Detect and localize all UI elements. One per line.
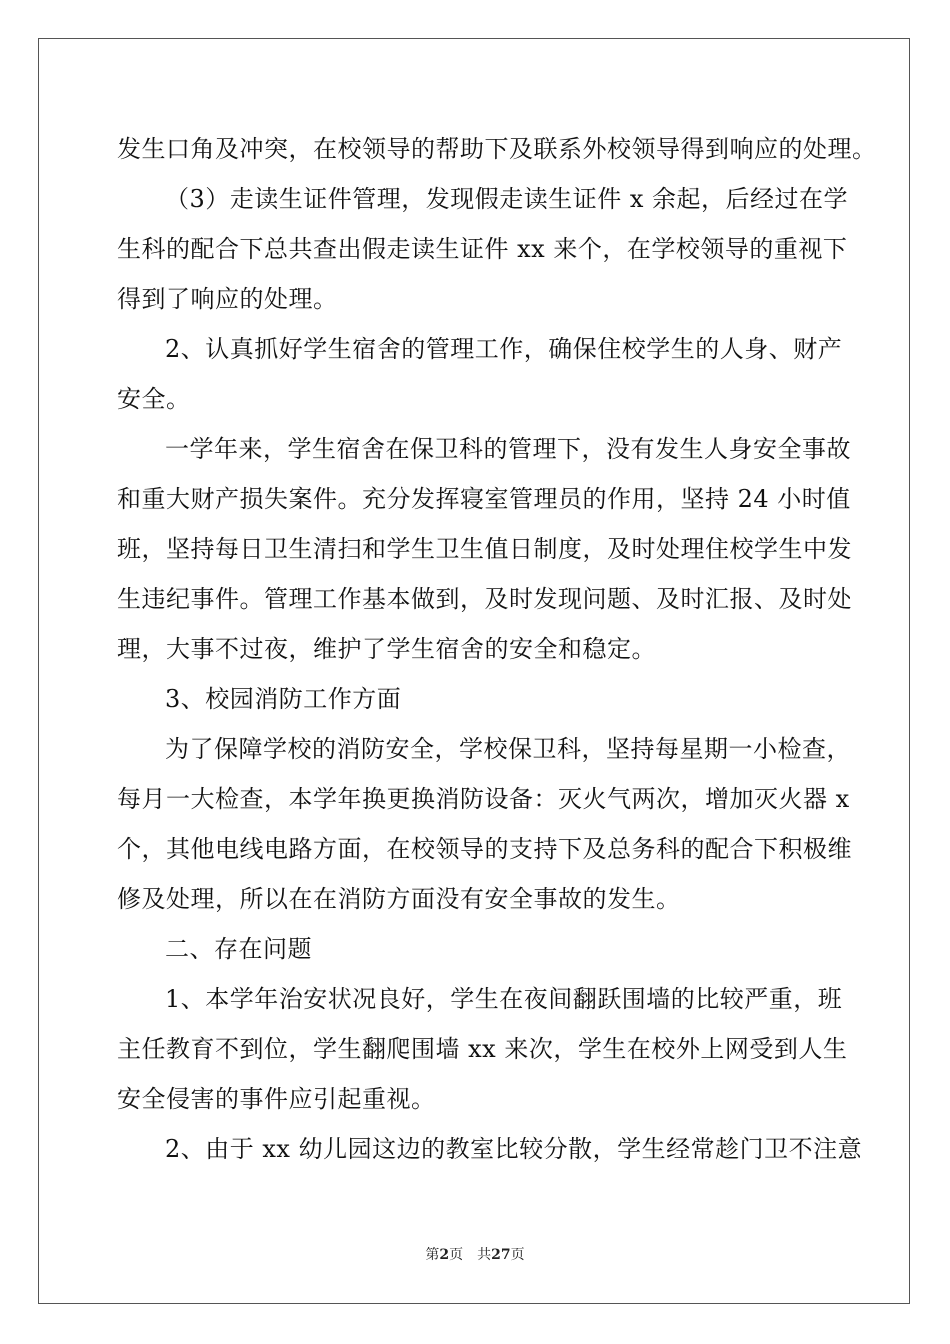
section-heading: 二、存在问题 (165, 935, 312, 963)
page-footer (0, 1246, 950, 1264)
section-heading: 3、校园消防工作方面 (165, 685, 402, 713)
text-line: 一学年来，学生宿舍在保卫科的管理下，没有发生人身安全事故 (165, 435, 851, 463)
text-line: 为了保障学校的消防安全，学校保卫科，坚持每星期一小检查， (165, 735, 851, 763)
current-page-number: 2 (439, 1247, 450, 1263)
text-line: 得到了响应的处理。 (117, 285, 338, 313)
footer-prefix: 第 (425, 1247, 440, 1263)
text-line: 安全侵害的事件应引起重视。 (117, 1085, 436, 1113)
total-page-count: 27 (491, 1247, 511, 1263)
text-line: 生违纪事件。管理工作基本做到，及时发现问题、及时汇报、及时处 (117, 585, 852, 613)
text-line: 个，其他电线电路方面，在校领导的支持下及总务科的配合下积极维 (117, 835, 852, 863)
text-line: 主任教育不到位，学生翻爬围墙 xx 来次，学生在校外上网受到人生 (117, 1035, 848, 1063)
page-border (38, 38, 910, 1304)
text-line: 班，坚持每日卫生清扫和学生卫生值日制度，及时处理住校学生中发 (117, 535, 852, 563)
text-line: 1、本学年治安状况良好，学生在夜间翻跃围墙的比较严重，班 (165, 985, 843, 1013)
footer-middle: 页 共 (449, 1247, 492, 1263)
text-line: 每月一大检查，本学年换更换消防设备：灭火气两次，增加灭火器 x (117, 785, 850, 813)
text-line: 发生口角及冲突，在校领导的帮助下及联系外校领导得到响应的处理。 (117, 135, 877, 163)
text-line: 2、由于 xx 幼儿园这边的教室比较分散，学生经常趁门卫不注意 (165, 1135, 863, 1163)
text-line: 生科的配合下总共查出假走读生证件 xx 来个，在学校领导的重视下 (117, 235, 848, 263)
text-line: 修及处理，所以在在消防方面没有安全事故的发生。 (117, 885, 681, 913)
text-line: 和重大财产损失案件。充分发挥寝室管理员的作用，坚持 24 小时值 (117, 485, 851, 513)
text-line: 理，大事不过夜，维护了学生宿舍的安全和稳定。 (117, 635, 656, 663)
text-line: 2、认真抓好学生宿舍的管理工作，确保住校学生的人身、财产 (165, 335, 843, 363)
text-line: （3）走读生证件管理，发现假走读生证件 x 余起，后经过在学 (165, 185, 849, 213)
text-line: 安全。 (117, 385, 191, 413)
footer-suffix: 页 (510, 1247, 525, 1263)
